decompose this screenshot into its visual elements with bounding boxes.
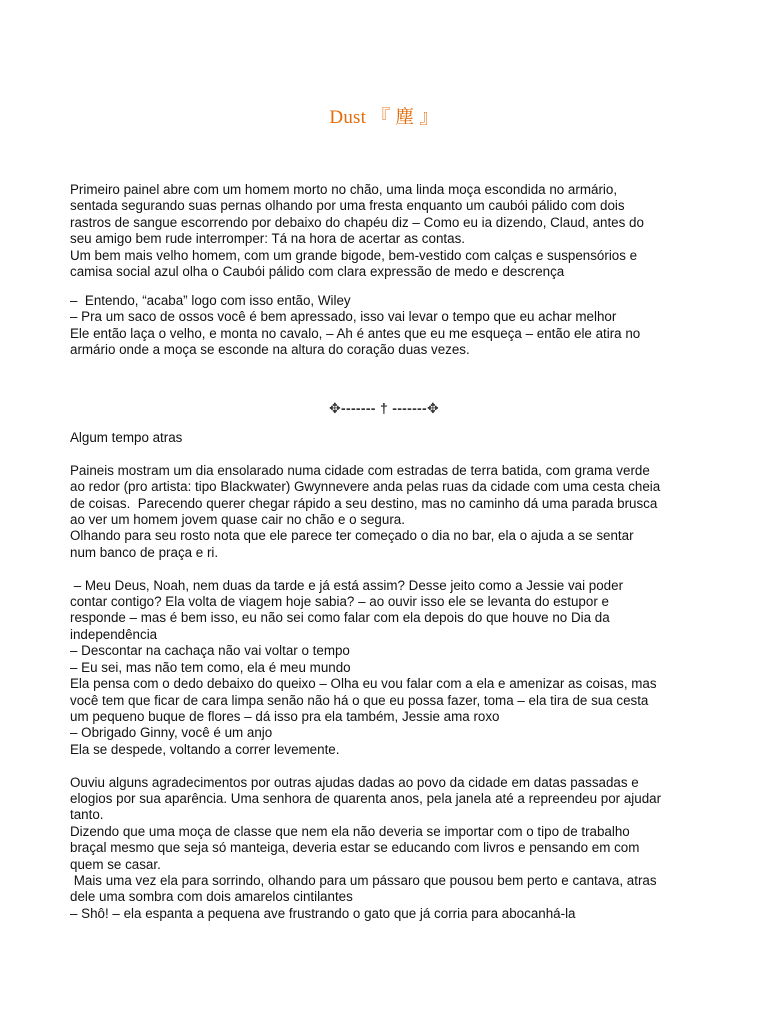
dialogue-line: – Eu sei, mas não tem como, ela é meu mundo <box>70 659 351 675</box>
paragraph-line: sentada segurando suas pernas olhando por uma fresta enquanto um caubói pálido com dois <box>70 198 625 214</box>
paragraph-line: num banco de praça e ri. <box>70 544 219 560</box>
dialogue-line: – Descontar na cachaça não vai voltar o tempo <box>70 643 350 659</box>
paragraph-line <box>70 561 702 577</box>
paragraph-line: camisa social azul olha o Caubói pálido com clara expressão de medo e descrença <box>70 264 565 280</box>
paragraph-line: contar contigo? Ela volta de viagem hoje sabia? – ao ouvir isso ele se levanta do estupor e <box>70 594 609 610</box>
section-heading: Algum tempo atras <box>70 430 183 445</box>
section-divider: ✥------- † -------✥ <box>329 400 439 416</box>
paragraph-line: Paineis mostram um dia ensolarado numa cidade com estradas de terra batida, com grama verde <box>70 462 650 478</box>
paragraph-line: – Meu Deus, Noah, nem duas da tarde e já está assim? Desse jeito como a Jessie vai poder <box>70 577 624 593</box>
paragraph-line: ao ver um homem jovem quase cair no chão e o segura. <box>70 512 405 528</box>
section-opening <box>70 182 702 280</box>
paragraph-line: armário onde a moça se esconde na altura do coração duas vezes. <box>70 342 470 358</box>
dialogue-line: – Entendo, “acaba” logo com isso então, Wiley <box>70 293 351 308</box>
paragraph-line: você tem que ficar de cara limpa senão não há o que eu possa fazer, toma – ela tira de sua cesta <box>70 692 649 708</box>
paragraph-line: Ela pensa com o dedo debaixo do queixo – Olha eu vou falar com a ela e amenizar as coisas, mas <box>70 676 657 692</box>
paragraph-line: tanto. <box>70 807 104 823</box>
paragraph-line: Mais uma vez ela para sorrindo, olhando para um pássaro que pousou bem perto e cantava, atras <box>70 872 657 888</box>
paragraph-line: responde – mas é bem isso, eu não sei como falar com ela depois do que houve no Dia da <box>70 610 610 626</box>
paragraph-line: Primeiro painel abre com um homem morto no chão, uma linda moça escondida no armário, <box>70 182 618 197</box>
paragraph-line <box>70 446 702 462</box>
paragraph-line: elogios por sua aparência. Uma senhora de quarenta anos, pela janela até a repreendeu por ajudar <box>70 790 662 806</box>
paragraph-line: Ela se despede, voltando a correr levemente. <box>70 741 340 757</box>
paragraph-line: Ele então laça o velho, e monta no cavalo, – Ah é antes que eu me esqueça – então ele atira no <box>70 325 641 341</box>
paragraph-line: um pequeno buque de flores – dá isso pra ela também, Jessie ama roxo <box>70 708 500 724</box>
paragraph-line: Um bem mais velho homem, com um grande bigode, bem-vestido com calças e suspensórios e <box>70 247 638 263</box>
paragraph-line: seu amigo bem rude interromper: Tá na hora de acertar as contas. <box>70 231 465 247</box>
paragraph-line: Ouviu alguns agradecimentos por outras ajudas dadas ao povo da cidade em datas passadas e <box>70 774 639 790</box>
section-dialogue <box>70 293 702 359</box>
document-title: Dust 『 塵 』 <box>329 107 439 128</box>
paragraph-line: independência <box>70 626 158 642</box>
paragraph-line: Olhando para seu rosto nota que ele parece ter começado o dia no bar, ela o ajuda a se sentar <box>70 528 634 544</box>
paragraph-line: de coisas. Parecendo querer chegar rápido a seu destino, mas no caminho dá uma parada brusca <box>70 495 658 511</box>
paragraph-line: ao redor (pro artista: tipo Blackwater) Gwynnevere anda pelas ruas da cidade com uma cesta cheia <box>70 479 661 495</box>
paragraph-line: quem se casar. <box>70 856 161 872</box>
paragraph-line: dele uma sombra com dois amarelos cintilantes <box>70 889 353 905</box>
paragraph-line: rastros de sangue escorrendo por debaixo do chapéu diz – Como eu ia dizendo, Claud, antes do <box>70 214 644 230</box>
section-flashback <box>70 430 702 922</box>
dialogue-line: – Obrigado Ginny, você é um anjo <box>70 725 273 741</box>
paragraph-line <box>70 758 702 774</box>
paragraph-line: braçal mesmo que seja só manteiga, deveria estar se educando com livros e pensando em com <box>70 840 640 856</box>
dialogue-line: – Pra um saco de ossos você é bem apressado, isso vai levar o tempo que eu achar melhor <box>70 309 617 325</box>
paragraph-line: Dizendo que uma moça de classe que nem ela não deveria se importar com o tipo de trabalho <box>70 823 630 839</box>
dialogue-line: – Shô! – ela espanta a pequena ave frustrando o gato que já corria para abocanhá-la <box>70 905 576 921</box>
